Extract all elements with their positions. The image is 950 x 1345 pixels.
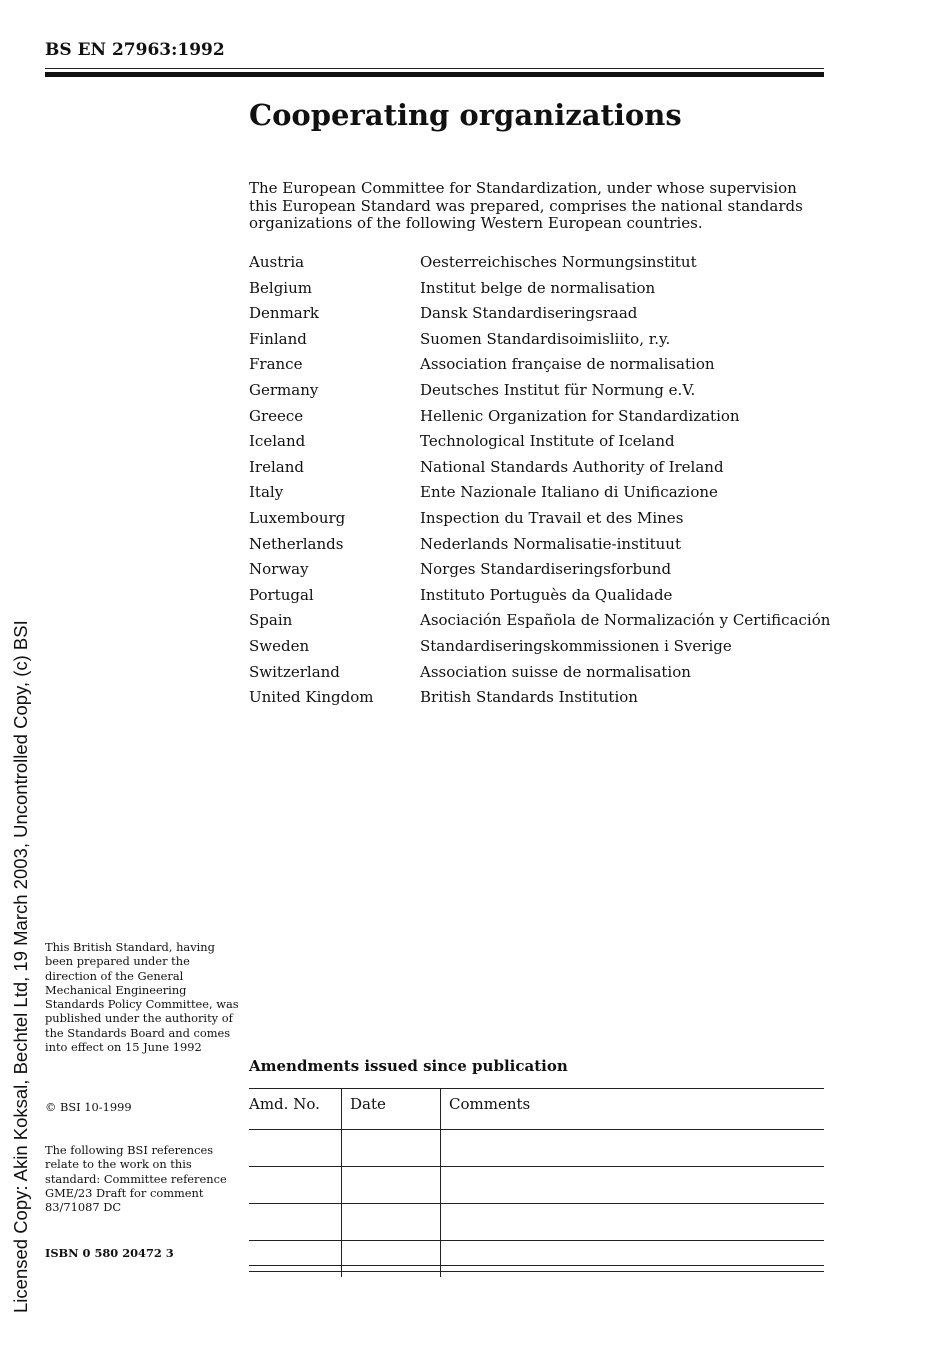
- member-country: Iceland: [249, 432, 306, 451]
- member-organization: Suomen Standardisoimisliito, r.y.: [420, 329, 671, 348]
- table-cell: [441, 1130, 825, 1167]
- member-country: Italy: [249, 483, 284, 502]
- member-organization: Dansk Standardiseringsraad: [420, 304, 638, 323]
- member-country: Ireland: [249, 457, 304, 476]
- member-country: Luxembourg: [249, 508, 346, 527]
- table-row: [249, 1130, 824, 1167]
- table-cell: [441, 1204, 825, 1241]
- footer-rule-2: [249, 1271, 824, 1272]
- member-organization: Inspection du Travail et des Mines: [420, 508, 684, 527]
- amendments-heading: Amendments issued since publication: [249, 1057, 568, 1075]
- member-country: Norway: [249, 560, 309, 579]
- table-cell: [441, 1167, 825, 1204]
- member-organization: Institut belge de normalisation: [420, 278, 656, 297]
- member-organization: National Standards Authority of Ireland: [420, 457, 724, 476]
- member-organization: Norges Standardiseringsforbund: [420, 560, 672, 579]
- member-organization: Oesterreichisches Normungsinstitut: [420, 253, 697, 271]
- intro-paragraph: The European Committee for Standardization, under whose supervision this European Standard was prepared, comprises the national standards organizations of the following Western European countries.: [249, 179, 803, 232]
- license-watermark: Licensed Copy: Akin Koksal, Bechtel Ltd, 19 March 2003, Uncontrolled Copy, (c) BSI: [10, 620, 31, 1313]
- member-row: [249, 250, 839, 276]
- member-country: Denmark: [249, 304, 319, 323]
- table-cell: [249, 1204, 342, 1241]
- member-organization: Standardiseringskommissionen i Sverige: [420, 636, 732, 655]
- copyright-note: © BSI 10-1999: [45, 1100, 132, 1114]
- amendments-table: [249, 1088, 824, 1277]
- column-header-amd-no: Amd. No.: [249, 1089, 342, 1130]
- member-row: [249, 378, 839, 404]
- member-country: Portugal: [249, 585, 314, 604]
- member-organization: Deutsches Institut für Normung e.V.: [420, 380, 696, 399]
- member-country: Sweden: [249, 636, 310, 655]
- member-row: [249, 301, 839, 327]
- table-header-row: [249, 1089, 824, 1130]
- member-row: [249, 506, 839, 532]
- member-row: [249, 352, 839, 378]
- member-organization: Association française de normalisation: [420, 355, 715, 374]
- member-row: [249, 608, 839, 634]
- table-cell: [342, 1167, 441, 1204]
- member-organization: Association suisse de normalisation: [420, 662, 691, 681]
- member-list: [249, 250, 839, 711]
- member-row: [249, 276, 839, 302]
- member-country: Greece: [249, 406, 304, 425]
- member-country: Germany: [249, 380, 319, 399]
- references-note: The following BSI references relate to the work on this standard: Committee reference GME/23 Draft for comment 83/71087 DC: [45, 1143, 227, 1215]
- member-country: Finland: [249, 329, 307, 348]
- member-row: [249, 429, 839, 455]
- member-organization: Nederlands Normalisatie-instituut: [420, 534, 681, 553]
- member-country: Belgium: [249, 278, 312, 297]
- member-country: Switzerland: [249, 662, 340, 681]
- header-rule-thin: [45, 68, 824, 69]
- table-row: [249, 1204, 824, 1241]
- member-organization: Asociación Española de Normalización y Certificación: [420, 611, 831, 630]
- member-row: [249, 532, 839, 558]
- column-header-comments: Comments: [441, 1089, 825, 1130]
- member-country: Spain: [249, 611, 293, 630]
- publication-note: This British Standard, having been prepared under the direction of the General Mechanical Engineering Standards Policy Committee, was published under the authority of the Standards Board and comes into effect on 15 June 1992: [45, 940, 239, 1055]
- member-row: [249, 660, 839, 686]
- member-row: [249, 455, 839, 481]
- member-row: [249, 327, 839, 353]
- footer-rule-1: [249, 1265, 824, 1266]
- member-organization: British Standards Institution: [420, 688, 638, 707]
- member-country: Austria: [249, 253, 305, 271]
- member-row: [249, 557, 839, 583]
- document-code: BS EN 27963:1992: [45, 40, 225, 60]
- table-cell: [249, 1130, 342, 1167]
- header-rule-thick: [45, 72, 824, 77]
- member-row: [249, 685, 839, 711]
- page-title: Cooperating organizations: [249, 98, 682, 132]
- member-organization: Technological Institute of Iceland: [420, 432, 675, 451]
- isbn: ISBN 0 580 20472 3: [45, 1246, 174, 1260]
- member-country: United Kingdom: [249, 688, 374, 707]
- member-row: [249, 583, 839, 609]
- member-row: [249, 480, 839, 506]
- member-organization: Hellenic Organization for Standardization: [420, 406, 740, 425]
- table-cell: [342, 1130, 441, 1167]
- member-organization: Ente Nazionale Italiano di Unificazione: [420, 483, 718, 502]
- table-cell: [249, 1167, 342, 1204]
- member-row: [249, 404, 839, 430]
- column-header-date: Date: [342, 1089, 441, 1130]
- member-country: Netherlands: [249, 534, 344, 553]
- table-cell: [342, 1204, 441, 1241]
- member-organization: Instituto Portuguès da Qualidade: [420, 585, 673, 604]
- table-row: [249, 1167, 824, 1204]
- member-row: [249, 634, 839, 660]
- member-country: France: [249, 355, 303, 374]
